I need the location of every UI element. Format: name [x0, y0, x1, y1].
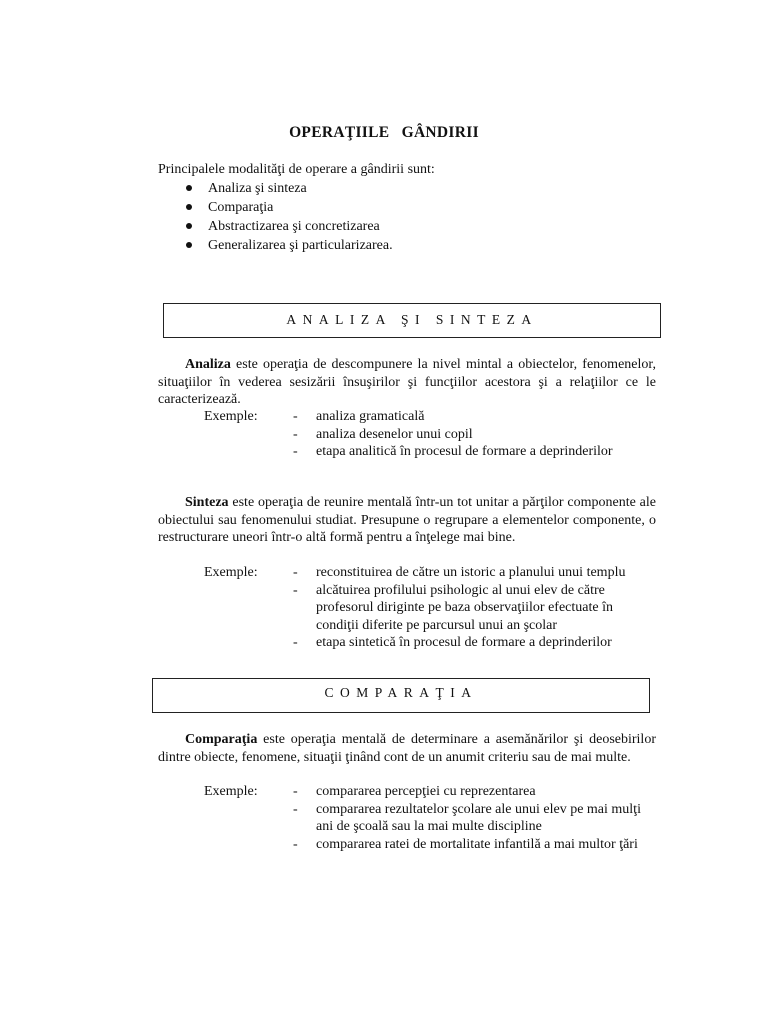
bullet-icon	[186, 204, 192, 210]
list-item: - etapa sintetică în procesul de formare a deprinderilor	[293, 635, 612, 650]
intro-bullet-list	[158, 180, 658, 256]
intro-block	[158, 161, 658, 256]
analiza-term: Analiza	[185, 357, 231, 372]
sinteza-term: Sinteza	[185, 495, 229, 510]
dash-marker: -	[293, 801, 298, 817]
analiza-text: este operaţia de descompunere la nivel mintal a obiectelor, fenomenelor, situaţiilor în vederea sesizării însuşirilor şi funcţiilor acestora şi a relaţiilor ce le caracterizează.	[158, 357, 656, 407]
analiza-paragraph	[158, 356, 656, 409]
dash-marker: -	[293, 582, 298, 598]
sinteza-text: este operaţia de reunire mentală într-un tot unitar a părţilor componente ale obiectului sau fenomenului studiat. Presupune o regrupare a elementelor componente, o restructurare uneori într-o altă formă pentru a înţelege mai bine.	[158, 495, 656, 545]
list-item: Comparaţia	[158, 199, 658, 218]
page-title: OPERAŢIILE GÂNDIRII	[289, 124, 479, 141]
list-item: - compararea rezultatelor şcolare ale unui elev pe mai mulţi ani de şcoală sau la mai multe discipline	[293, 801, 641, 834]
comparatia-examples	[158, 783, 658, 871]
comparatia-paragraph	[158, 731, 656, 766]
section-header-comparatia: COMPARAŢIA	[152, 678, 650, 713]
list-item: Exemple: - analiza gramaticală	[204, 409, 425, 424]
dash-marker: -	[293, 836, 298, 852]
examples-label: Exemple:	[204, 565, 258, 580]
list-item: - alcătuirea profilului psihologic al unui elev de către profesorul diriginte pe baza observaţiilor efectuate în condiţii diferite pe parcursul unui an şcolar	[293, 582, 613, 633]
dash-marker: -	[293, 565, 298, 580]
dash-marker: -	[293, 444, 298, 459]
list-item: Exemple: - compararea percepţiei cu reprezentarea	[204, 784, 536, 799]
list-item: - etapa analitică în procesul de formare a deprinderilor	[293, 444, 613, 459]
list-item: Abstractizarea şi concretizarea	[158, 218, 658, 237]
list-item: Exemple: - reconstituirea de către un istoric a planului unui templu	[204, 565, 626, 580]
list-item: - analiza desenelor unui copil	[293, 426, 473, 442]
examples-label: Exemple:	[204, 784, 258, 799]
comparatia-term: Comparaţia	[185, 732, 258, 747]
dash-marker: -	[293, 409, 298, 424]
examples-label: Exemple:	[204, 409, 258, 424]
dash-marker: -	[293, 635, 298, 650]
analiza-examples	[158, 408, 658, 461]
dash-marker: -	[293, 426, 298, 442]
intro-lead: Principalele modalităţi de operare a gândirii sunt:	[158, 162, 435, 177]
dash-marker: -	[293, 784, 298, 799]
sinteza-examples	[158, 564, 658, 652]
list-item: Analiza şi sinteza	[158, 180, 658, 199]
bullet-icon	[186, 223, 192, 229]
bullet-icon	[186, 185, 192, 191]
list-item: Generalizarea şi particularizarea.	[158, 237, 658, 256]
bullet-icon	[186, 242, 192, 248]
comparatia-text: este operaţia mentală de determinare a asemănărilor şi deosebirilor dintre obiecte, fenomene, situaţii ţinând cont de un anumit criteriu sau de mai multe.	[158, 732, 656, 765]
list-item: - compararea ratei de mortalitate infantilă a mai multor ţări	[293, 836, 638, 852]
sinteza-paragraph	[158, 494, 656, 547]
section-header-analiza-sinteza: ANALIZA ŞI SINTEZA	[163, 303, 661, 338]
